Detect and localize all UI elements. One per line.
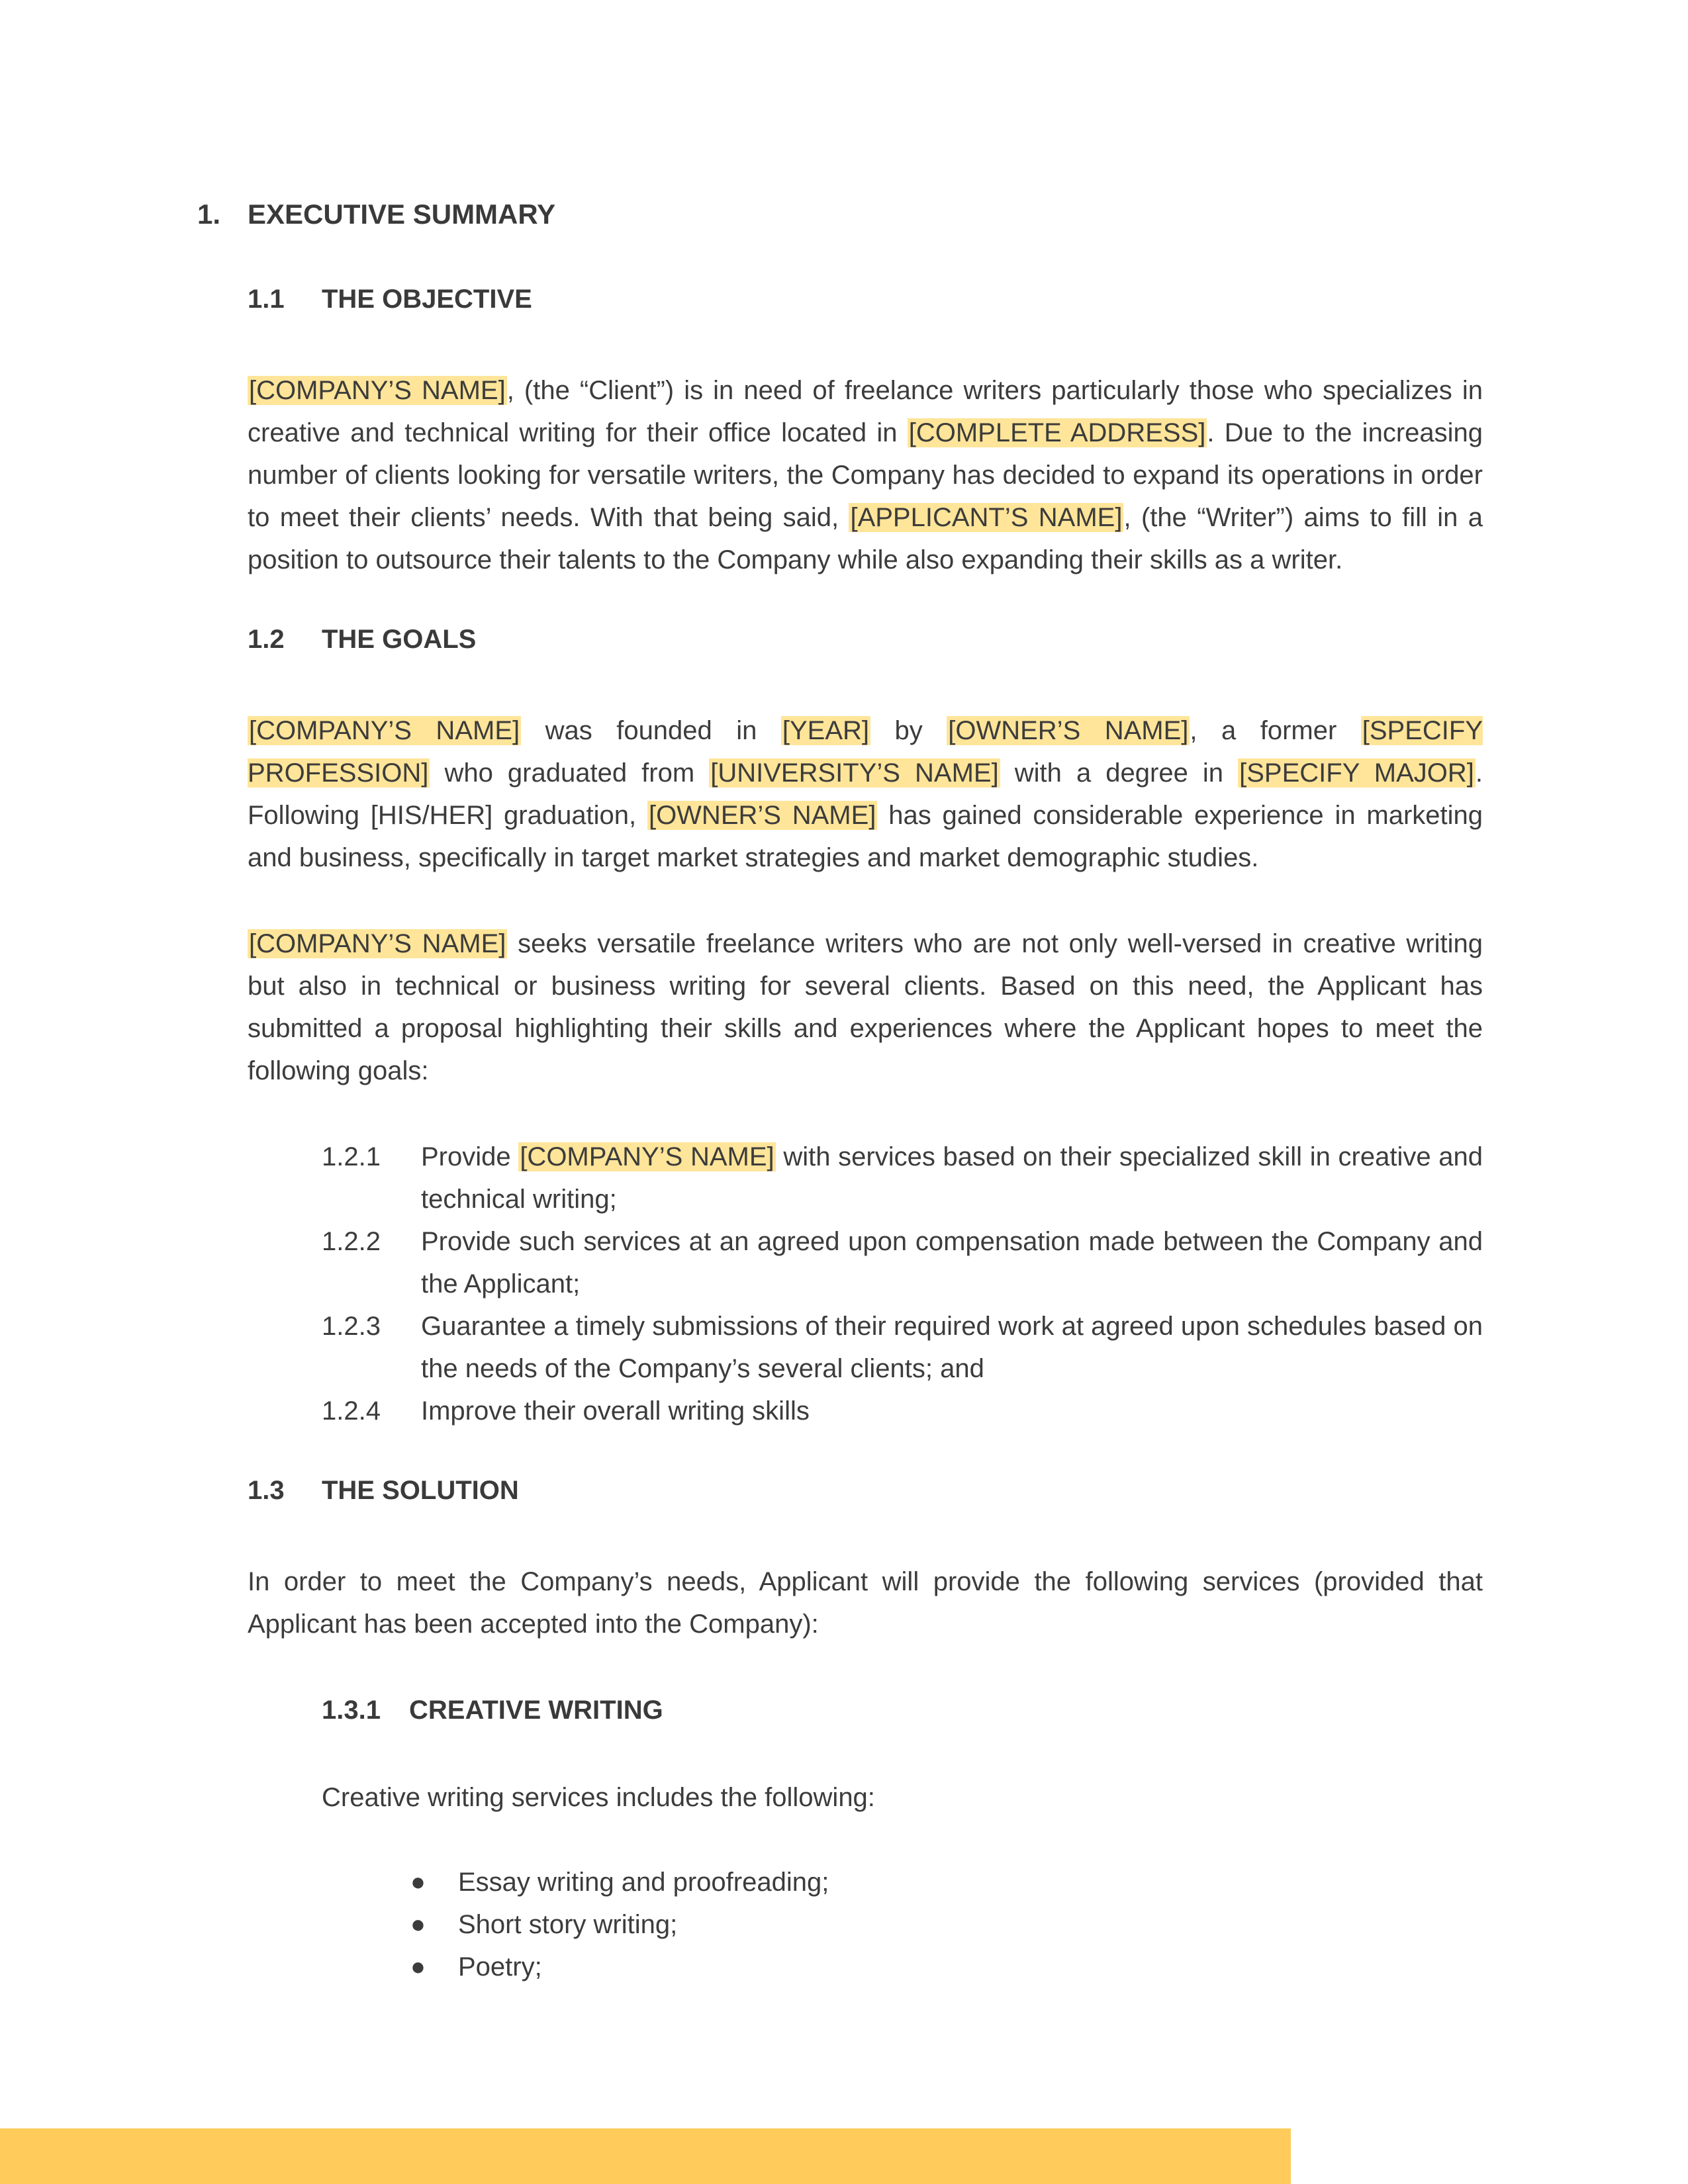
- text-run: seeks versatile freelance writers who are not only well-versed in creative writing but also in technical or business writing for several clients. Based on this need, the Applicant has submitted a proposal highlighting their skills and experiences where the Applicant hopes to meet the following goals:: [248, 929, 1483, 1085]
- text-run: , (the “Client”) is in need of freelance writers particularly those who specializes in creative and technical writing for their office located in: [248, 376, 1483, 447]
- text-run: Provide: [421, 1142, 519, 1171]
- goal-item: [322, 1220, 1483, 1305]
- text-run: was founded in: [521, 716, 781, 745]
- solution-paragraph: In order to meet the Company’s needs, Applicant will provide the following services (provided that Applicant has been accepted into the Company):: [248, 1567, 1483, 1639]
- placeholder-company-name: [COMPANY’S NAME]: [249, 716, 520, 745]
- goal-number: 1.2.2: [322, 1227, 381, 1256]
- text-run: . Following [HIS/HER] graduation,: [248, 758, 1483, 830]
- subsection-title: THE SOLUTION: [322, 1476, 519, 1505]
- subsection-heading-goals: [248, 625, 476, 655]
- section-title: EXECUTIVE SUMMARY: [248, 199, 556, 230]
- creative-intro-text: Creative writing services includes the following:: [322, 1783, 875, 1812]
- list-item: [410, 1861, 829, 1903]
- text-run: who graduated from: [430, 758, 710, 788]
- subsubsection-heading-creative-writing: [322, 1696, 663, 1725]
- subsection-number: 1.3: [248, 1476, 285, 1505]
- section-number: 1.: [197, 199, 221, 230]
- footer-accent-bar: [0, 2128, 1291, 2184]
- text-run: with a degree in: [1000, 758, 1239, 788]
- subsection-title: THE OBJECTIVE: [322, 285, 532, 314]
- subsection-number: 1.2: [248, 625, 285, 654]
- placeholder-university-name: [UNIVERSITY’S NAME]: [710, 758, 999, 788]
- placeholder-major: [SPECIFY MAJOR]: [1239, 758, 1474, 788]
- subsection-heading-solution: [248, 1476, 519, 1506]
- goal-text: [421, 1136, 1483, 1220]
- list-item-text: Essay writing and proofreading;: [458, 1868, 829, 1897]
- goal-text: Guarantee a timely submissions of their required work at agreed upon schedules based on the needs of the Company’s several clients; and: [421, 1312, 1483, 1383]
- placeholder-profession: [SPECIFY PROFESSION]: [248, 716, 1483, 788]
- subsubsection-title: CREATIVE WRITING: [409, 1696, 663, 1725]
- bullet-icon: ●: [410, 1868, 426, 1896]
- bullet-icon: ●: [410, 1953, 426, 1981]
- text-run: , (the “Writer”) aims to fill in a position to outsource their talents to the Company while also expanding their skills as a writer.: [248, 503, 1483, 574]
- placeholder-owner-name: [OWNER’S NAME]: [948, 716, 1189, 745]
- placeholder-owner-name: [OWNER’S NAME]: [648, 801, 876, 830]
- goal-text: Provide such services at an agreed upon compensation made between the Company and the Applicant;: [421, 1227, 1483, 1298]
- text-run: , a former: [1190, 716, 1361, 745]
- objective-paragraph: [248, 369, 1483, 581]
- list-item-text: Short story writing;: [458, 1910, 678, 1939]
- list-item: [410, 1903, 677, 1946]
- goal-item: [322, 1390, 1483, 1432]
- placeholder-applicant-name: [APPLICANT’S NAME]: [850, 503, 1123, 532]
- goal-number: 1.2.3: [322, 1312, 381, 1341]
- text-run: has gained considerable experience in marketing and business, specifically in target market strategies and market demographic studies.: [248, 801, 1483, 872]
- goals-intro-paragraph: [248, 709, 1483, 879]
- placeholder-company-name: [COMPANY’S NAME]: [249, 376, 506, 405]
- subsection-number: 1.1: [248, 285, 285, 314]
- goal-number: 1.2.1: [322, 1142, 381, 1171]
- list-item-text: Poetry;: [458, 1952, 542, 1981]
- placeholder-complete-address: [COMPLETE ADDRESS]: [908, 418, 1206, 447]
- text-run: with services based on their specialized skill in creative and technical writing;: [421, 1142, 1483, 1214]
- goal-item: [322, 1136, 1483, 1220]
- goals-second-paragraph: [248, 923, 1483, 1092]
- goal-item: [322, 1305, 1483, 1390]
- subsubsection-number: 1.3.1: [322, 1696, 381, 1725]
- bullet-icon: ●: [410, 1911, 426, 1938]
- goal-number: 1.2.4: [322, 1396, 381, 1426]
- text-run: . Due to the increasing number of clients looking for versatile writers, the Company has decided to expand its operations in order to meet their clients’ needs. With that being said,: [248, 418, 1483, 532]
- goal-text: Improve their overall writing skills: [421, 1396, 810, 1426]
- placeholder-company-name: [COMPANY’S NAME]: [520, 1142, 774, 1171]
- list-item: [410, 1946, 542, 1988]
- subsection-title: THE GOALS: [322, 625, 477, 654]
- placeholder-company-name: [COMPANY’S NAME]: [249, 929, 506, 958]
- subsection-heading-objective: [248, 285, 532, 314]
- section-heading-executive-summary: [197, 199, 555, 230]
- text-run: by: [870, 716, 947, 745]
- placeholder-year: [YEAR]: [782, 716, 870, 745]
